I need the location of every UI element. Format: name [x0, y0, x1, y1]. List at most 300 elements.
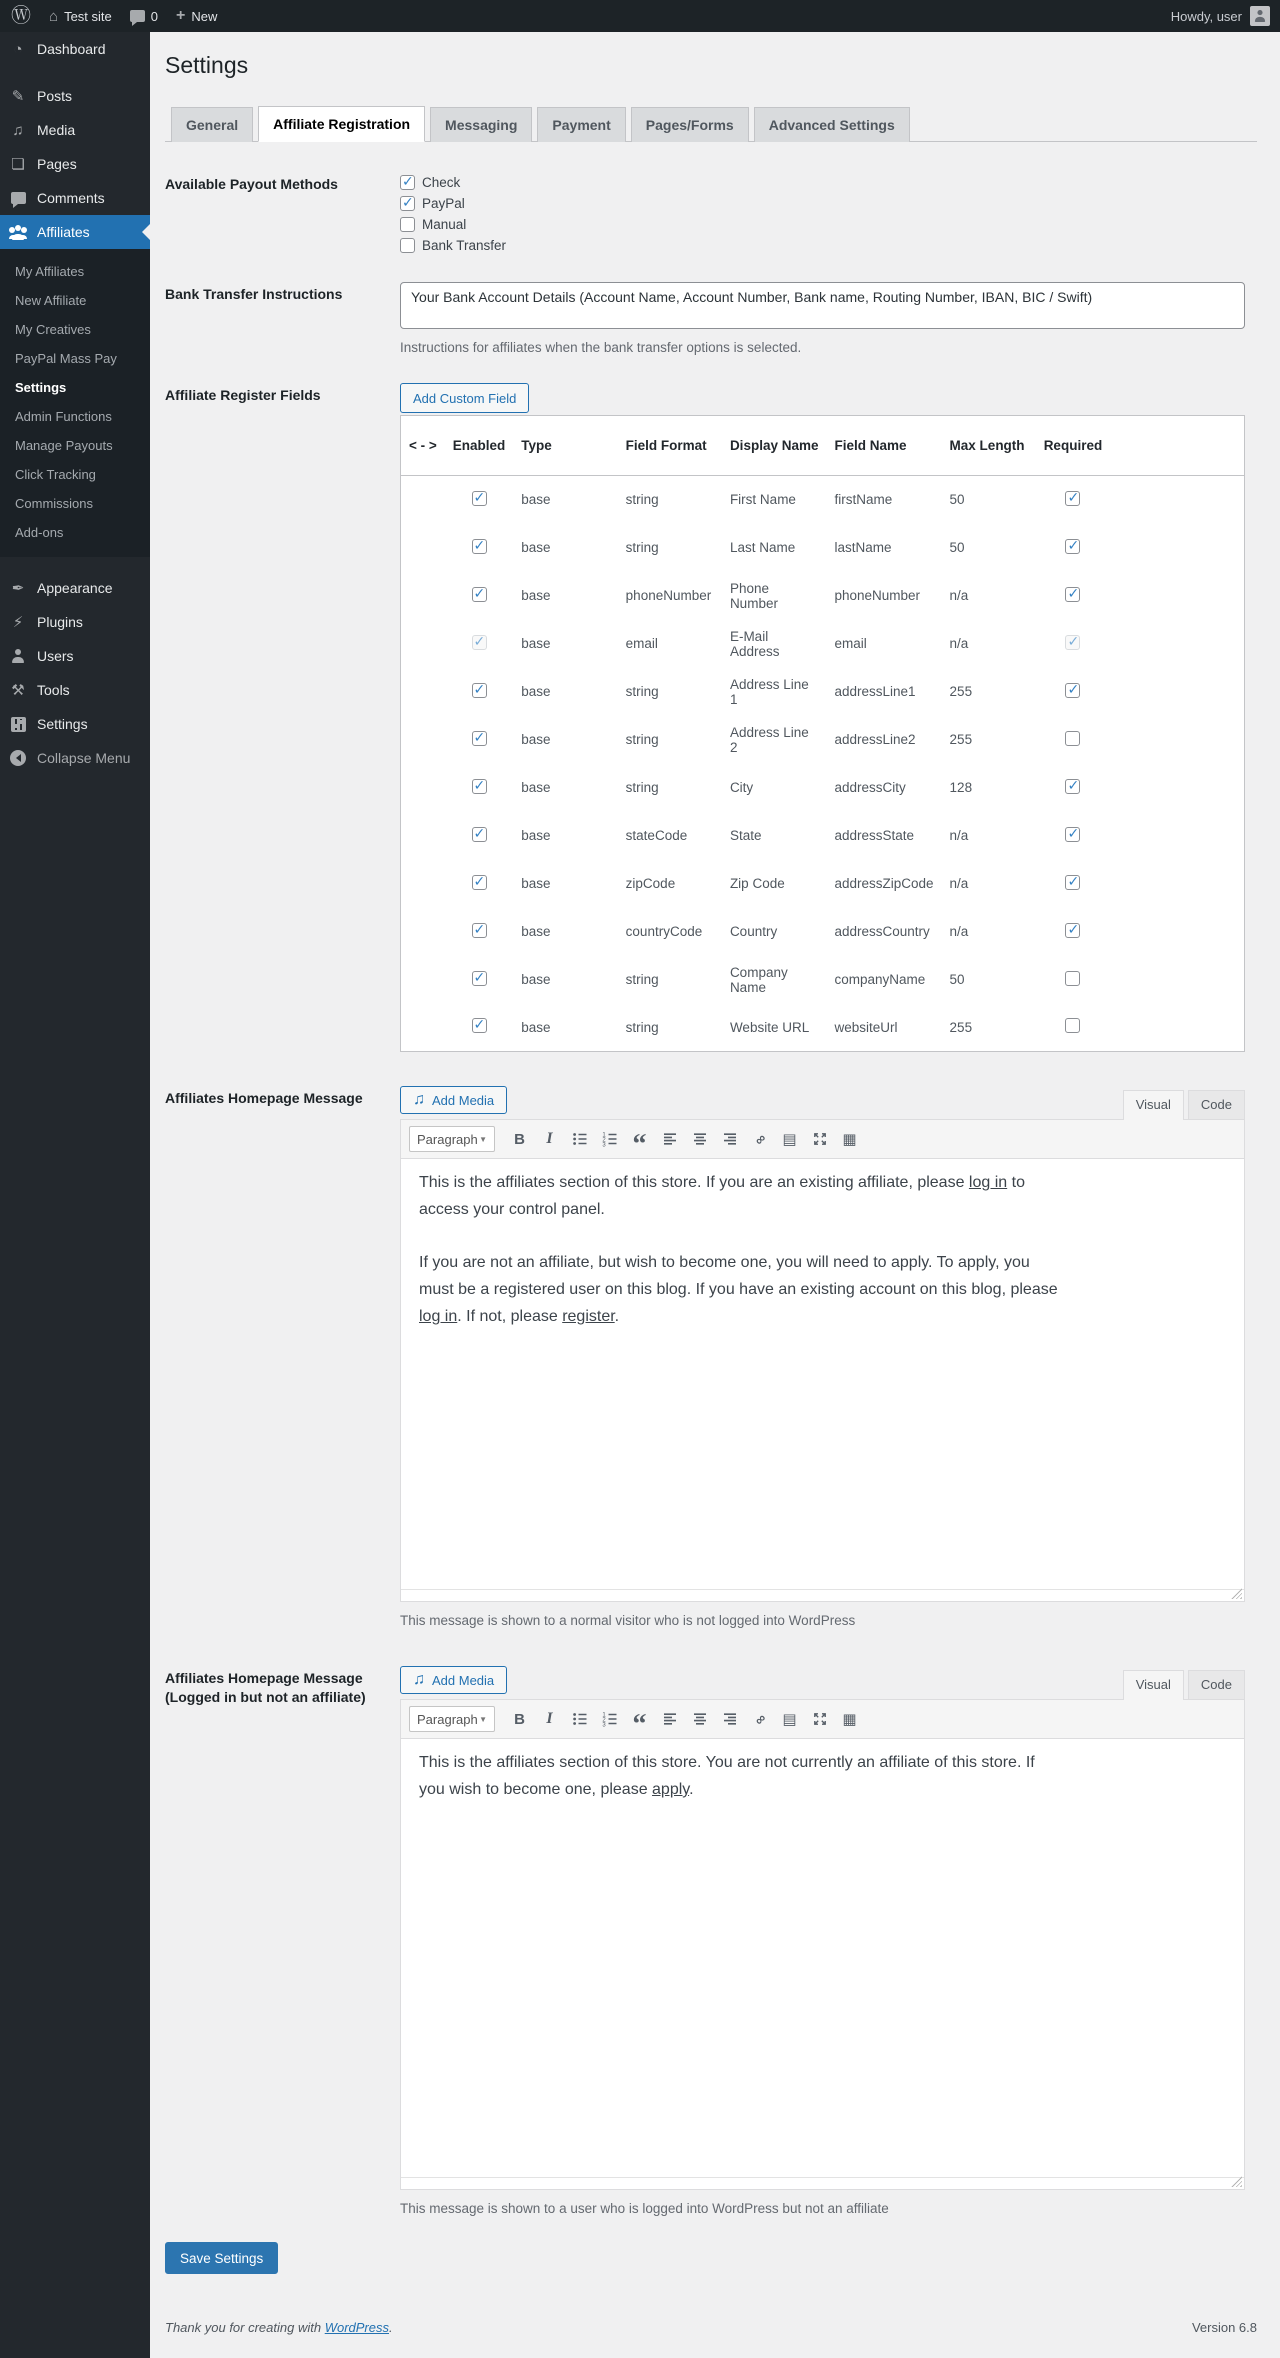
sidebar-item-commissions[interactable]: Commissions — [15, 496, 94, 511]
sidebar-item-label: Settings — [37, 716, 88, 732]
sidebar-item-media[interactable] — [0, 113, 150, 147]
table-row — [401, 620, 1245, 668]
cell-field-format: string — [625, 972, 659, 987]
row-move-handle[interactable] — [401, 572, 445, 620]
required-checkbox[interactable] — [1065, 827, 1080, 842]
cell-display-name: Phone Number — [729, 580, 778, 611]
link-button[interactable]: ∞ — [750, 1129, 769, 1149]
cell-display-name: State — [729, 828, 762, 843]
payout-option-paypal[interactable] — [400, 193, 1245, 214]
cell-type: base — [521, 492, 551, 508]
tab-payment[interactable]: Payment — [537, 107, 625, 142]
fullscreen-button[interactable] — [806, 1707, 833, 1732]
bullet-list-button[interactable] — [566, 1127, 593, 1152]
cell-type: base — [521, 972, 551, 987]
cell-spacer — [1110, 1004, 1244, 1052]
cell-enabled — [445, 764, 514, 812]
bullet-list-button[interactable] — [566, 1707, 593, 1732]
cell-field-format: email — [625, 636, 658, 651]
sidebar-item-pages[interactable] — [0, 147, 150, 181]
cell-max-length: 128 — [949, 780, 973, 795]
cell-spacer — [1110, 764, 1244, 812]
cell-spacer — [1110, 620, 1244, 668]
sidebar-item-my-affiliates[interactable]: My Affiliates — [15, 264, 85, 279]
cell-enabled — [445, 1004, 514, 1052]
add-media-button[interactable] — [400, 1086, 507, 1114]
payout-option-bank-transfer[interactable] — [400, 235, 1245, 256]
row-move-handle[interactable] — [401, 1004, 445, 1052]
comments-shortcut[interactable] — [121, 0, 167, 32]
enabled-checkbox[interactable] — [472, 539, 487, 554]
cell-spacer — [1110, 668, 1244, 716]
affiliates-submenu — [0, 249, 150, 557]
editor-paragraph: This is the affiliates section of this store. If you are an existing affiliate, please log in to access your control panel. — [419, 1174, 1025, 1218]
cell-enabled — [445, 812, 514, 860]
footer-version: Version 6.8 — [1191, 2320, 1257, 2335]
sidebar-item-comments[interactable] — [0, 181, 150, 215]
blockquote-button[interactable]: “ — [632, 1709, 647, 1740]
payout-option-check[interactable] — [400, 172, 1245, 193]
media-icon: ♫ — [12, 121, 24, 139]
cell-enabled — [445, 620, 514, 668]
cell-field-name: addressZipCode — [834, 876, 934, 891]
column-header-max-length: Max Length — [942, 416, 1036, 476]
sidebar-item-settings[interactable]: Settings — [15, 380, 67, 395]
required-checkbox[interactable] — [1065, 779, 1080, 794]
table-row — [401, 812, 1245, 860]
sidebar-item-label: Pages — [37, 156, 77, 172]
cell-required — [1036, 1004, 1111, 1052]
editor-mode-tabs — [1123, 1090, 1245, 1119]
cell-display-name: Zip Code — [729, 876, 785, 891]
cell-type: base — [521, 828, 551, 843]
tab-messaging[interactable]: Messaging — [430, 107, 532, 142]
table-row — [401, 908, 1245, 956]
cell-max-length: 50 — [949, 972, 965, 987]
add-custom-field-button[interactable] — [400, 383, 529, 413]
collapse-icon — [8, 750, 28, 766]
admin-sidebar — [0, 32, 150, 2358]
cell-max-length: n/a — [949, 588, 969, 603]
bold-button[interactable]: B — [514, 1710, 525, 1728]
new-content-menu[interactable] — [167, 0, 226, 32]
more-tag-button[interactable]: ▤ — [782, 1711, 797, 1728]
bank-instructions-description: Instructions for affiliates when the bank transfer options is selected. — [400, 340, 802, 355]
table-row — [401, 668, 1245, 716]
wordpress-logo-glyph: Ⓦ — [11, 5, 31, 27]
page-title: Settings — [165, 52, 249, 78]
cell-display-name: Country — [729, 924, 778, 939]
code-tab[interactable]: Code — [1188, 1090, 1245, 1119]
cell-max-length: 255 — [949, 1019, 973, 1035]
paragraph-style-value: Paragraph — [417, 1711, 478, 1727]
align-left-button[interactable] — [656, 1707, 683, 1732]
editor-paragraph: This is the affiliates section of this store. You are not currently an affiliate of this store. If you wish to become one, please apply. — [419, 1754, 1035, 1798]
cell-field-name: addressCountry — [834, 924, 930, 939]
editor-frame — [400, 1699, 1245, 2190]
more-tag-button[interactable]: ▤ — [782, 1131, 797, 1148]
chevron-down-icon: ▼ — [479, 1714, 487, 1724]
code-tab[interactable]: Code — [1188, 1670, 1245, 1699]
cell-max-length: n/a — [949, 876, 969, 891]
table-row — [401, 716, 1245, 764]
numbered-list-button[interactable] — [596, 1707, 623, 1732]
media-icon: ♫ — [413, 1091, 425, 1108]
user-icon — [1254, 10, 1266, 22]
comment-count: 0 — [150, 8, 158, 24]
cell-field-format: string — [625, 1019, 659, 1035]
row-move-handle[interactable] — [401, 764, 445, 812]
settings-tab-bar — [165, 106, 1257, 142]
sidebar-item-affiliates[interactable] — [0, 215, 150, 249]
cell-field-format: phoneNumber — [625, 588, 712, 603]
blockquote-button[interactable]: “ — [632, 1129, 647, 1160]
editor-content[interactable] — [401, 1739, 1244, 2177]
cell-type: base — [521, 1019, 551, 1035]
bank-instructions-label: Bank Transfer Instructions — [165, 286, 343, 302]
paragraph-style-dropdown[interactable] — [409, 1126, 495, 1152]
tab-affiliate-registration[interactable]: Affiliate Registration — [258, 106, 425, 142]
visual-tab[interactable]: Visual — [1123, 1090, 1184, 1120]
editor-toolbar — [401, 1700, 1244, 1739]
cell-max-length: 50 — [949, 492, 965, 508]
homepage-message-label: Affiliates Homepage Message — [165, 1090, 363, 1106]
cell-required — [1036, 524, 1111, 572]
cell-display-name: Company Name — [729, 964, 788, 995]
cell-spacer — [1110, 812, 1244, 860]
resize-grip[interactable] — [1231, 2176, 1242, 2187]
row-move-handle[interactable] — [401, 908, 445, 956]
editor-link[interactable]: log in — [419, 1308, 458, 1325]
tab-advanced-settings[interactable]: Advanced Settings — [754, 107, 910, 142]
svg-text:3: 3 — [601, 1722, 606, 1727]
cell-spacer — [1110, 956, 1244, 1004]
cell-type: base — [521, 684, 551, 699]
column-header-type: Type — [513, 416, 617, 476]
collapse-menu-button[interactable] — [0, 741, 150, 775]
required-checkbox[interactable] — [1065, 875, 1080, 890]
payout-option-manual[interactable] — [400, 214, 1245, 235]
required-checkbox[interactable] — [1065, 923, 1080, 938]
save-settings-button[interactable]: Save Settings — [165, 2242, 278, 2274]
table-row — [401, 524, 1245, 572]
homepage-message-row — [165, 1086, 1257, 1628]
enabled-checkbox[interactable] — [472, 1018, 487, 1033]
add-media-label: Add Media — [432, 1092, 495, 1108]
table-row — [401, 572, 1245, 620]
tools-icon: ⚒ — [11, 682, 25, 699]
required-checkbox[interactable] — [1065, 971, 1080, 986]
pages-icon: ❏ — [11, 156, 25, 173]
bank-instructions-input[interactable] — [400, 282, 1245, 329]
cell-field-name: addressLine1 — [834, 684, 916, 699]
cell-max-length: n/a — [949, 828, 969, 843]
cell-required — [1036, 764, 1111, 812]
cell-max-length: n/a — [949, 636, 969, 651]
required-checkbox[interactable] — [1065, 491, 1080, 506]
required-checkbox[interactable] — [1065, 587, 1080, 602]
cell-enabled — [445, 956, 514, 1004]
cell-field-format: zipCode — [625, 876, 676, 891]
enabled-checkbox[interactable] — [472, 731, 487, 746]
cell-field-name: addressState — [834, 828, 915, 843]
column-header-required: Required — [1036, 416, 1111, 476]
homepage-message-description: This message is shown to a normal visitor who is not logged into WordPress — [400, 1613, 856, 1628]
sidebar-item-my-creatives[interactable]: My Creatives — [15, 322, 91, 337]
cell-field-name: firstName — [834, 492, 893, 508]
cell-required — [1036, 620, 1111, 668]
comment-bubble-icon — [130, 10, 145, 22]
align-right-button[interactable] — [716, 1707, 743, 1732]
cell-type: base — [521, 876, 551, 891]
enabled-checkbox[interactable] — [472, 827, 487, 842]
align-left-button[interactable] — [656, 1127, 683, 1152]
italic-button[interactable]: I — [546, 1710, 553, 1727]
sidebar-item-settings[interactable] — [0, 707, 150, 741]
payout-methods-row — [165, 172, 1257, 256]
cell-required — [1036, 812, 1111, 860]
link-button[interactable]: ∞ — [750, 1709, 769, 1729]
svg-text:1: 1 — [601, 1132, 606, 1139]
cell-type: base — [521, 780, 551, 795]
editor-toolbar — [401, 1120, 1244, 1159]
editor-mode-tabs — [1123, 1670, 1245, 1699]
checkbox-manual[interactable] — [400, 217, 415, 232]
comment-bubble-icon — [8, 192, 28, 204]
main-content — [150, 0, 1280, 2335]
plugins-icon: ⚡ — [12, 614, 24, 631]
sidebar-item-tools[interactable] — [0, 673, 150, 707]
table-header-row — [401, 416, 1245, 476]
dashboard-icon: ◔ — [13, 40, 23, 58]
editor-link[interactable]: log in — [968, 1174, 1008, 1191]
register-fields-row — [165, 383, 1257, 1052]
row-move-handle[interactable] — [401, 860, 445, 908]
sidebar-item-click-tracking[interactable]: Click Tracking — [15, 467, 96, 482]
table-body — [401, 476, 1245, 1052]
align-right-button[interactable] — [716, 1127, 743, 1152]
cell-field-format: string — [625, 684, 659, 699]
table-row — [401, 1004, 1245, 1052]
add-custom-field-label: Add Custom Field — [413, 390, 517, 406]
sidebar-item-dashboard[interactable] — [0, 32, 150, 66]
payout-options — [400, 172, 1245, 256]
required-checkbox[interactable] — [1065, 731, 1080, 746]
table-row — [401, 476, 1245, 524]
required-checkbox[interactable] — [1065, 1018, 1080, 1033]
enabled-checkbox[interactable] — [472, 683, 487, 698]
users-icon — [8, 649, 28, 663]
sidebar-item-add-ons[interactable]: Add-ons — [15, 525, 64, 540]
column-header-display-name: Display Name — [722, 416, 827, 476]
cell-type: base — [521, 588, 551, 603]
wordpress-link[interactable]: WordPress — [324, 2320, 389, 2335]
cell-max-length: n/a — [949, 924, 969, 939]
payout-methods-label: Available Payout Methods — [165, 176, 338, 192]
site-name-link[interactable] — [40, 0, 121, 32]
wordpress-logo-icon[interactable] — [2, 0, 40, 32]
register-fields-table — [400, 415, 1245, 1052]
cell-max-length: 255 — [949, 732, 973, 747]
cell-type: base — [521, 924, 551, 939]
editor-link[interactable]: register — [562, 1308, 615, 1325]
cell-field-name: addressLine2 — [834, 732, 916, 747]
sidebar-item-posts[interactable] — [0, 79, 150, 113]
sidebar-item-label: Appearance — [37, 580, 113, 596]
cell-field-format: string — [625, 732, 659, 747]
cell-max-length: 255 — [949, 684, 973, 699]
column-header-spacer — [1110, 416, 1244, 476]
sidebar-item-label: Users — [37, 648, 74, 664]
groups-icon — [8, 225, 28, 240]
editor-frame — [400, 1119, 1245, 1602]
cell-required — [1036, 716, 1111, 764]
cell-required — [1036, 956, 1111, 1004]
cell-field-format: stateCode — [625, 828, 688, 843]
cell-display-name: Last Name — [729, 540, 796, 555]
bold-button[interactable]: B — [514, 1130, 525, 1148]
paragraph-style-dropdown[interactable] — [409, 1706, 495, 1732]
column-header-field-name: Field Name — [826, 416, 941, 476]
cell-max-length: 50 — [949, 540, 965, 555]
cell-spacer — [1110, 908, 1244, 956]
cell-spacer — [1110, 476, 1244, 524]
cell-field-name: phoneNumber — [834, 588, 921, 603]
cell-field-format: string — [625, 780, 659, 795]
cell-spacer — [1110, 860, 1244, 908]
home-icon: ⌂ — [49, 7, 59, 25]
editor-statusbar — [401, 1589, 1244, 1601]
plus-icon: + — [175, 7, 186, 24]
checkbox-check[interactable] — [400, 175, 415, 190]
align-center-button[interactable] — [686, 1707, 713, 1732]
cell-field-format: countryCode — [625, 924, 703, 939]
checkbox-label: PayPal — [422, 196, 465, 211]
cell-field-name: websiteUrl — [834, 1019, 898, 1035]
cell-enabled — [445, 476, 514, 524]
appearance-icon: ✒ — [11, 580, 25, 597]
row-move-handle[interactable] — [401, 812, 445, 860]
sidebar-menu-top — [0, 32, 150, 557]
editor-content[interactable] — [401, 1159, 1244, 1589]
row-move-handle[interactable] — [401, 620, 445, 668]
cell-type: base — [521, 540, 551, 555]
cell-enabled — [445, 860, 514, 908]
cell-type: base — [521, 636, 551, 651]
table-row — [401, 860, 1245, 908]
row-move-handle[interactable] — [401, 668, 445, 716]
cell-display-name: Address Line 2 — [729, 724, 809, 755]
table-row — [401, 956, 1245, 1004]
required-checkbox[interactable] — [1065, 683, 1080, 698]
tab-general[interactable]: General — [171, 107, 253, 142]
site-name: Test site — [64, 8, 112, 24]
cell-display-name: Website URL — [729, 1019, 810, 1035]
toolbar-toggle-button[interactable]: ▦ — [842, 1131, 857, 1148]
sidebar-item-admin-functions[interactable]: Admin Functions — [15, 409, 112, 424]
cell-required — [1036, 668, 1111, 716]
enabled-checkbox[interactable] — [472, 875, 487, 890]
enabled-checkbox[interactable] — [472, 587, 487, 602]
table-row — [401, 764, 1245, 812]
resize-grip[interactable] — [1231, 1588, 1242, 1599]
sidebar-item-plugins[interactable] — [0, 605, 150, 639]
numbered-list-button[interactable] — [596, 1127, 623, 1152]
row-move-handle[interactable] — [401, 524, 445, 572]
svg-text:2: 2 — [601, 1137, 606, 1144]
admin-footer — [165, 2320, 1257, 2335]
row-move-handle[interactable] — [401, 476, 445, 524]
tab-pages-forms[interactable]: Pages/Forms — [631, 107, 749, 142]
cell-enabled — [445, 908, 514, 956]
enabled-checkbox[interactable] — [472, 971, 487, 986]
admin-bar-left — [0, 0, 226, 32]
sidebar-item-label: Tools — [37, 682, 70, 698]
settings-icon — [8, 717, 28, 732]
homepage-message-logged-in-row — [165, 1666, 1257, 2216]
add-media-label: Add Media — [432, 1672, 495, 1688]
sidebar-item-new-affiliate[interactable]: New Affiliate — [15, 293, 87, 308]
cell-required — [1036, 860, 1111, 908]
fullscreen-button[interactable] — [806, 1127, 833, 1152]
sidebar-item-paypal-mass-pay[interactable]: PayPal Mass Pay — [15, 351, 117, 366]
toolbar-toggle-button[interactable]: ▦ — [842, 1711, 857, 1728]
checkbox-bank-transfer[interactable] — [400, 238, 415, 253]
enabled-checkbox[interactable] — [472, 491, 487, 506]
enabled-checkbox[interactable] — [472, 779, 487, 794]
editor-link[interactable]: apply — [652, 1781, 690, 1798]
sidebar-item-manage-payouts[interactable]: Manage Payouts — [15, 438, 113, 453]
row-move-handle[interactable] — [401, 716, 445, 764]
enabled-checkbox — [472, 635, 487, 650]
cell-enabled — [445, 524, 514, 572]
howdy-text[interactable]: Howdy, user — [1170, 8, 1242, 24]
cell-required — [1036, 572, 1111, 620]
italic-button[interactable]: I — [546, 1130, 553, 1147]
enabled-checkbox[interactable] — [472, 923, 487, 938]
row-move-handle[interactable] — [401, 956, 445, 1004]
checkbox-label: Bank Transfer — [422, 238, 507, 253]
required-checkbox[interactable] — [1065, 539, 1080, 554]
cell-field-name: email — [834, 636, 867, 651]
cell-field-name: lastName — [834, 540, 892, 555]
cell-spacer — [1110, 524, 1244, 572]
cell-type: base — [521, 732, 551, 747]
visual-tab[interactable]: Visual — [1123, 1670, 1184, 1700]
cell-enabled — [445, 572, 514, 620]
cell-display-name: First Name — [729, 492, 796, 508]
cell-enabled — [445, 716, 514, 764]
bank-instructions-row — [165, 282, 1257, 355]
column-header-enabled: Enabled — [445, 416, 514, 476]
sidebar-item-appearance[interactable] — [0, 571, 150, 605]
avatar[interactable] — [1250, 6, 1270, 26]
paragraph-style-value: Paragraph — [417, 1131, 478, 1147]
checkbox-paypal[interactable] — [400, 196, 415, 211]
align-center-button[interactable] — [686, 1127, 713, 1152]
admin-bar-right — [1171, 6, 1280, 26]
add-media-button[interactable] — [400, 1666, 507, 1694]
new-label: New — [191, 8, 218, 24]
sidebar-item-users[interactable] — [0, 639, 150, 673]
chevron-down-icon: ▼ — [479, 1134, 487, 1144]
homepage-message-logged-in-description: This message is shown to a user who is logged into WordPress but not an affiliate — [400, 2201, 889, 2216]
cell-display-name: Address Line 1 — [729, 676, 809, 707]
cell-field-name: companyName — [834, 972, 926, 987]
collapse-menu-label: Collapse Menu — [37, 750, 131, 766]
cell-display-name: E-Mail Address — [729, 628, 780, 659]
checkbox-label: Check — [422, 175, 461, 190]
